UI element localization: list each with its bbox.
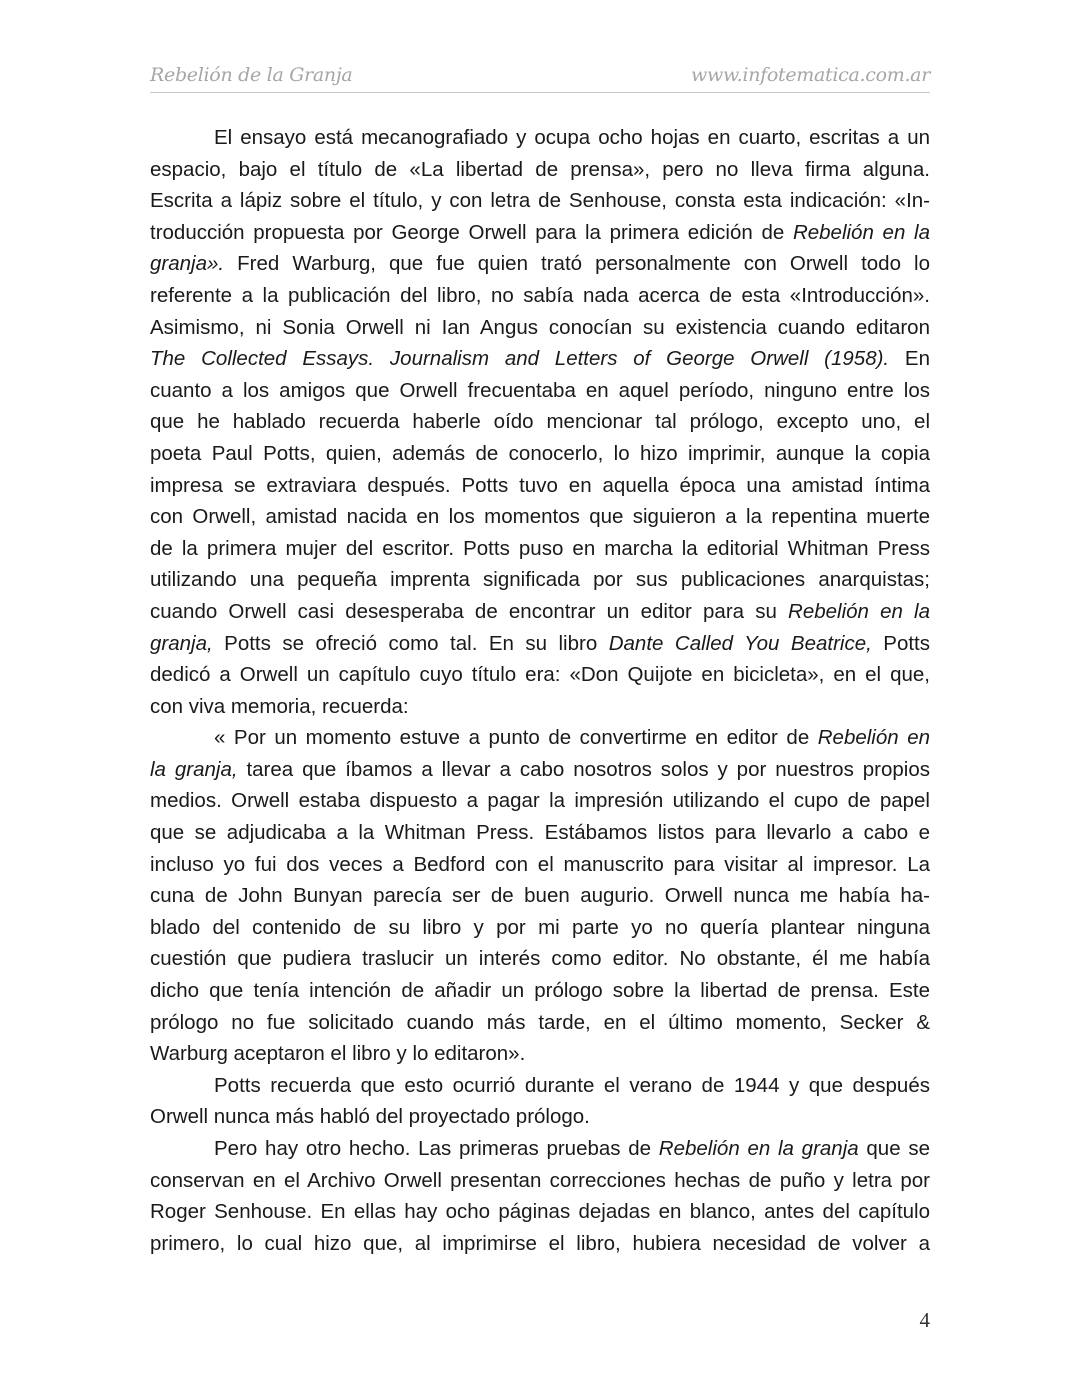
- text-segment: En: [889, 347, 930, 371]
- text-segment: prólogo no fue solicitado cuando más tarde, en el último momento, Secker &: [150, 1010, 930, 1034]
- text-segment: de la primera mujer del escritor. Potts puso en marcha la editorial Whitman Press: [150, 536, 930, 560]
- text-line: [150, 754, 930, 786]
- text-line: [150, 1228, 930, 1260]
- text-segment: blado del contenido de su libro y por mi parte yo no quería plantear ninguna: [150, 915, 930, 939]
- text-segment: medios. Orwell estaba dispuesto a pagar la impresión utilizando el cupo de papel: [150, 789, 930, 813]
- text-segment: Fred Warburg, que fue quien trató personalmente con Orwell todo lo: [224, 252, 930, 276]
- text-segment: El ensayo está mecanografiado y ocupa ocho hojas en cuarto, escritas a un: [214, 126, 930, 149]
- text-line: [150, 375, 930, 407]
- text-segment: Warburg aceptaron el libro y lo editaron».: [150, 1042, 526, 1066]
- text-segment: espacio, bajo el título de «La libertad de prensa», pero no lleva firma alguna.: [150, 157, 930, 181]
- text-segment: primero, lo cual hizo que, al imprimirse el libro, hubiera necesidad de volver a: [150, 1231, 930, 1255]
- text-segment: « Por un momento estuve a punto de convertirme en editor de: [214, 726, 818, 750]
- text-line: [150, 912, 930, 944]
- text-segment: Pero hay otro hecho. Las primeras pruebas de: [214, 1137, 659, 1160]
- text-line: [150, 533, 930, 565]
- text-line: [150, 1165, 930, 1197]
- text-segment: que se adjudicaba a la Whitman Press. Estábamos listos para llevarlo a cabo e: [150, 821, 930, 845]
- text-segment: con Orwell, amistad nacida en los momentos que siguieron a la repentina muerte: [150, 505, 930, 529]
- text-line: [150, 849, 930, 881]
- text-line: [150, 596, 930, 628]
- text-segment: cuando Orwell casi desesperaba de encontrar un editor para su: [150, 599, 789, 623]
- text-line: [150, 501, 930, 533]
- text-segment: con viva memoria, recuerda:: [150, 694, 409, 718]
- italic-text: The Collected Essays. Journalism and Letters of George Orwell (1958).: [150, 347, 890, 371]
- text-line: [150, 880, 930, 912]
- text-line: [150, 785, 930, 817]
- text-line: [150, 248, 930, 280]
- text-segment: dicho que tenía intención de añadir un prólogo sobre la libertad de prensa. Este: [150, 979, 930, 1003]
- header-website: www.infotematica.com.ar: [691, 64, 930, 86]
- text-line: [150, 691, 930, 723]
- text-line: [150, 943, 930, 975]
- text-segment: poeta Paul Potts, quien, además de conocerlo, lo hizo imprimir, aunque la copia: [150, 441, 930, 465]
- text-segment: Potts recuerda que esto ocurrió durante el verano de 1944 y que después: [214, 1073, 930, 1097]
- text-line: [150, 343, 930, 375]
- body-text: [150, 122, 930, 1259]
- text-segment: que se: [858, 1137, 930, 1160]
- text-segment: que he hablado recuerda haberle oído mencionar tal prólogo, excepto uno, el: [150, 410, 930, 434]
- text-line: [150, 1007, 930, 1039]
- text-line: [150, 1133, 930, 1165]
- text-segment: utilizando una pequeña imprenta significada por sus publicaciones anarquistas;: [150, 568, 930, 592]
- text-line: [150, 722, 930, 754]
- text-segment: cuna de John Bunyan parecía ser de buen augurio. Orwell nunca me había ha-: [150, 884, 930, 908]
- text-segment: Potts: [871, 631, 930, 655]
- text-line: [150, 1101, 930, 1133]
- text-segment: incluso yo fui dos veces a Bedford con el manuscrito para visitar al impresor. La: [150, 852, 930, 876]
- text-segment: cuanto a los amigos que Orwell frecuentaba en aquel período, ninguno entre los: [150, 378, 930, 402]
- text-line: [150, 1070, 930, 1102]
- text-line: [150, 438, 930, 470]
- text-segment: impresa se extraviara después. Potts tuvo en aquella época una amistad íntima: [150, 473, 930, 497]
- header-book-title: Rebelión de la Granja: [150, 64, 353, 86]
- running-header: [150, 62, 930, 93]
- text-segment: cuestión que pudiera traslucir un interés como editor. No obstante, él me había: [150, 947, 930, 971]
- text-segment: dedicó a Orwell un capítulo cuyo título era: «Don Quijote en bicicleta», en el que,: [150, 663, 930, 687]
- text-segment: conservan en el Archivo Orwell presentan correcciones hechas de puño y letra por: [150, 1168, 930, 1192]
- italic-text: la granja,: [150, 757, 238, 781]
- text-line: [150, 312, 930, 344]
- text-line: [150, 1196, 930, 1228]
- italic-text: granja».: [150, 252, 225, 276]
- italic-text: granja,: [150, 631, 213, 655]
- text-line: [150, 280, 930, 312]
- page-number: 4: [919, 1308, 930, 1332]
- text-line: [150, 470, 930, 502]
- text-segment: Potts se ofreció como tal. En su libro: [212, 631, 609, 655]
- text-segment: Orwell nunca más habló del proyectado prólogo.: [150, 1105, 590, 1129]
- text-segment: referente a la publicación del libro, no sabía nada acerca de esta «Introducción».: [150, 283, 930, 307]
- text-line: [150, 975, 930, 1007]
- italic-text: Dante Called You Beatrice,: [608, 631, 872, 655]
- text-line: [150, 1038, 930, 1070]
- italic-text: Rebelión en la: [792, 220, 930, 244]
- text-line: [150, 564, 930, 596]
- text-line: [150, 185, 930, 217]
- italic-text: Rebelión en la granja: [658, 1137, 859, 1160]
- text-segment: tarea que íbamos a llevar a cabo nosotros solos y por nuestros propios: [237, 757, 930, 781]
- text-segment: troducción propuesta por George Orwell para la primera edición de: [150, 220, 793, 244]
- text-line: [150, 217, 930, 249]
- text-segment: Asimismo, ni Sonia Orwell ni Ian Angus conocían su existencia cuando editaron: [150, 315, 930, 339]
- text-line: [150, 659, 930, 691]
- text-segment: Roger Senhouse. En ellas hay ocho páginas dejadas en blanco, antes del capítulo: [150, 1200, 930, 1224]
- text-line: [150, 406, 930, 438]
- text-segment: Escrita a lápiz sobre el título, y con letra de Senhouse, consta esta indicación: «In-: [150, 189, 930, 213]
- text-line: [150, 628, 930, 660]
- italic-text: Rebelión en la: [788, 599, 930, 623]
- italic-text: Rebelión en: [817, 726, 930, 750]
- text-line: [150, 817, 930, 849]
- text-line: [150, 154, 930, 186]
- text-line: [150, 122, 930, 154]
